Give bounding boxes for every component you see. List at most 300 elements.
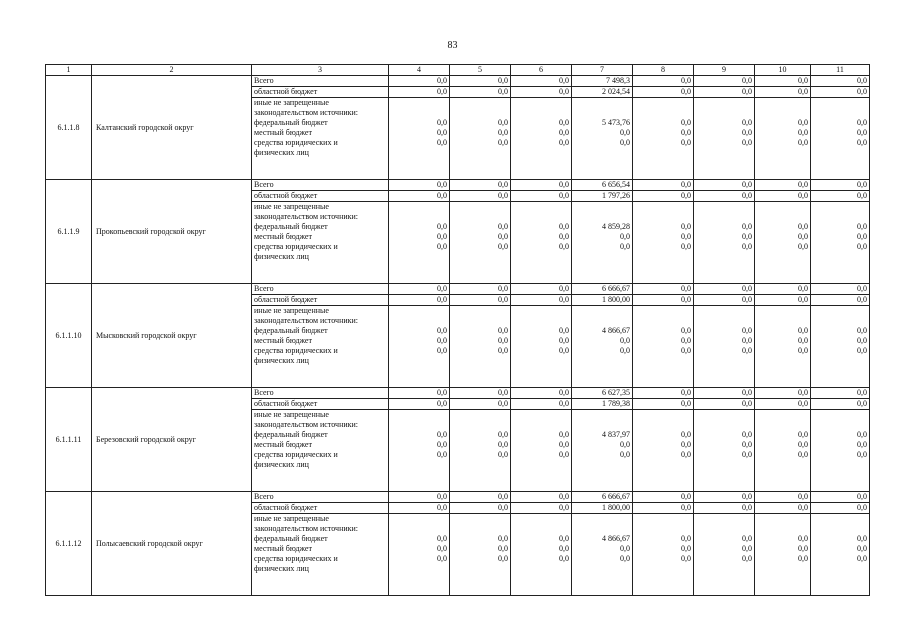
spacer [813,98,867,108]
value-other-sources [694,410,755,492]
value-regional: 0,0 [694,399,755,410]
value-legal: 0,0 [742,346,752,355]
value-local: 0,0 [798,128,808,137]
value-federal: 0,0 [498,534,508,543]
value-legal: 0,0 [620,346,630,355]
category-other-sources [252,306,389,388]
value-legal: 0,0 [498,346,508,355]
value-local: 0,0 [742,440,752,449]
value-regional: 0,0 [811,399,870,410]
label-legal-line: физических лиц [254,564,309,573]
value-federal: 4 866,67 [602,534,630,543]
value-other-sources [755,306,811,388]
value-legal: 0,0 [798,242,808,251]
label-other-line: законодательством источники: [254,420,359,429]
value-total: 0,0 [811,492,870,503]
value-other-sources [811,306,870,388]
spacer [574,306,630,316]
value-regional: 0,0 [389,87,450,98]
value-regional: 0,0 [511,191,572,202]
value-other-sources [755,98,811,180]
value-local: 0,0 [559,336,569,345]
value-federal: 0,0 [798,222,808,231]
label-other-line: законодательством источники: [254,524,359,533]
value-federal: 0,0 [498,430,508,439]
category-other-sources [252,514,389,596]
value-total: 0,0 [450,76,511,87]
spacer [513,420,569,430]
spacer [452,410,508,420]
label-other-line: законодательством источники: [254,316,359,325]
spacer [635,306,691,316]
value-local: 0,0 [437,232,447,241]
value-federal: 0,0 [437,430,447,439]
column-number-cell: 3 [252,65,389,76]
spacer [574,514,630,524]
value-legal: 0,0 [559,346,569,355]
spacer [574,108,630,118]
value-other-sources [694,514,755,596]
value-regional: 0,0 [450,503,511,514]
spacer [757,514,808,524]
value-regional: 0,0 [811,295,870,306]
value-regional: 2 024,54 [572,87,633,98]
value-other-sources [572,98,633,180]
value-local: 0,0 [620,440,630,449]
spacer [513,306,569,316]
value-total: 0,0 [811,180,870,191]
item-code: 6.1.1.11 [46,388,92,492]
value-legal: 0,0 [498,554,508,563]
value-total: 0,0 [755,492,811,503]
spacer [696,316,752,326]
value-federal: 0,0 [437,118,447,127]
label-federal: федеральный бюджет [254,430,328,439]
spacer [813,410,867,420]
value-federal: 0,0 [681,430,691,439]
value-total: 0,0 [755,284,811,295]
spacer [813,316,867,326]
value-total: 0,0 [811,388,870,399]
category-total: Всего [252,492,389,503]
value-other-sources [511,410,572,492]
value-regional: 0,0 [633,295,694,306]
spacer [452,98,508,108]
spacer [452,202,508,212]
value-federal: 0,0 [742,430,752,439]
spacer [513,514,569,524]
value-federal: 0,0 [681,222,691,231]
table-row [46,76,870,87]
value-local: 0,0 [620,544,630,553]
value-other-sources [511,98,572,180]
value-local: 0,0 [681,544,691,553]
value-total: 0,0 [389,284,450,295]
value-legal: 0,0 [742,242,752,251]
value-federal: 4 859,28 [602,222,630,231]
column-number-cell: 1 [46,65,92,76]
value-legal: 0,0 [742,138,752,147]
value-federal: 0,0 [559,326,569,335]
spacer [696,524,752,534]
value-other-sources [511,306,572,388]
value-federal: 0,0 [742,534,752,543]
spacer [452,108,508,118]
value-legal: 0,0 [559,450,569,459]
spacer [813,306,867,316]
label-other-line: иные не запрещенные [254,202,329,211]
spacer [635,108,691,118]
value-regional: 0,0 [511,399,572,410]
value-other-sources [633,306,694,388]
column-number-row [46,65,870,76]
table-row [46,492,870,503]
value-local: 0,0 [620,336,630,345]
value-total: 7 498,3 [572,76,633,87]
spacer [513,98,569,108]
label-legal-line: средства юридических и [254,554,338,563]
value-other-sources [389,98,450,180]
value-legal: 0,0 [559,554,569,563]
value-legal: 0,0 [681,450,691,459]
spacer [696,98,752,108]
value-local: 0,0 [437,544,447,553]
spacer [574,316,630,326]
spacer [813,108,867,118]
value-legal: 0,0 [857,242,867,251]
label-other-line: иные не запрещенные [254,98,329,107]
spacer [635,202,691,212]
value-federal: 0,0 [742,118,752,127]
spacer [635,514,691,524]
value-legal: 0,0 [437,554,447,563]
label-local: местный бюджет [254,336,312,345]
value-regional: 1 800,00 [572,295,633,306]
value-federal: 0,0 [857,534,867,543]
value-total: 6 627,35 [572,388,633,399]
value-legal: 0,0 [742,554,752,563]
column-number-cell: 5 [450,65,511,76]
value-legal: 0,0 [798,450,808,459]
value-legal: 0,0 [798,138,808,147]
value-total: 0,0 [511,388,572,399]
value-regional: 1 797,26 [572,191,633,202]
item-name: Полысаевский городской округ [92,492,252,596]
spacer [574,98,630,108]
table-row [46,284,870,295]
value-total: 0,0 [633,388,694,399]
value-legal: 0,0 [620,450,630,459]
value-federal: 0,0 [798,326,808,335]
value-federal: 0,0 [498,326,508,335]
category-regional: областной бюджет [252,87,389,98]
value-legal: 0,0 [498,138,508,147]
value-other-sources [389,202,450,284]
spacer [452,212,508,222]
value-total: 0,0 [511,76,572,87]
spacer [757,316,808,326]
label-legal-line: физических лиц [254,252,309,261]
label-federal: федеральный бюджет [254,222,328,231]
category-total: Всего [252,388,389,399]
table-body [46,65,870,596]
value-federal: 4 866,67 [602,326,630,335]
value-total: 0,0 [389,388,450,399]
value-legal: 0,0 [798,554,808,563]
value-local: 0,0 [437,440,447,449]
value-local: 0,0 [498,336,508,345]
value-regional: 0,0 [633,87,694,98]
value-regional: 0,0 [694,191,755,202]
value-regional: 0,0 [633,191,694,202]
value-other-sources [755,410,811,492]
spacer [696,108,752,118]
value-other-sources [450,202,511,284]
value-local: 0,0 [742,128,752,137]
value-local: 0,0 [798,544,808,553]
spacer [757,420,808,430]
value-regional: 0,0 [755,503,811,514]
value-local: 0,0 [559,544,569,553]
spacer [635,316,691,326]
value-local: 0,0 [681,440,691,449]
spacer [391,316,447,326]
item-name: Березовский городской округ [92,388,252,492]
value-federal: 0,0 [857,222,867,231]
value-local: 0,0 [681,232,691,241]
value-legal: 0,0 [498,242,508,251]
table-row [46,180,870,191]
value-total: 0,0 [633,492,694,503]
table-row [46,388,870,399]
value-local: 0,0 [681,128,691,137]
value-local: 0,0 [620,232,630,241]
value-local: 0,0 [742,232,752,241]
spacer [757,410,808,420]
spacer [635,524,691,534]
value-local: 0,0 [437,128,447,137]
value-regional: 0,0 [811,503,870,514]
value-local: 0,0 [742,336,752,345]
value-local: 0,0 [498,544,508,553]
value-other-sources [389,514,450,596]
value-federal: 4 837,97 [602,430,630,439]
spacer [391,306,447,316]
value-local: 0,0 [798,336,808,345]
spacer [391,212,447,222]
value-other-sources [572,202,633,284]
spacer [452,524,508,534]
label-local: местный бюджет [254,232,312,241]
value-other-sources [389,410,450,492]
value-local: 0,0 [857,336,867,345]
value-federal: 0,0 [798,430,808,439]
label-other-line: законодательством источники: [254,108,359,117]
value-federal: 0,0 [742,222,752,231]
spacer [757,306,808,316]
spacer [696,514,752,524]
value-federal: 0,0 [857,326,867,335]
column-number-cell: 4 [389,65,450,76]
column-number-cell: 10 [755,65,811,76]
value-regional: 0,0 [450,295,511,306]
label-legal-line: физических лиц [254,148,309,157]
value-total: 0,0 [389,180,450,191]
value-total: 0,0 [694,284,755,295]
value-other-sources [633,98,694,180]
value-total: 0,0 [755,388,811,399]
value-legal: 0,0 [437,450,447,459]
label-legal-line: средства юридических и [254,450,338,459]
label-federal: федеральный бюджет [254,118,328,127]
value-legal: 0,0 [681,554,691,563]
value-regional: 0,0 [694,87,755,98]
spacer [513,410,569,420]
spacer [696,202,752,212]
value-local: 0,0 [681,336,691,345]
value-total: 0,0 [811,284,870,295]
value-total: 0,0 [511,284,572,295]
value-other-sources [755,514,811,596]
value-local: 0,0 [437,336,447,345]
value-regional: 0,0 [389,503,450,514]
value-other-sources [811,410,870,492]
value-legal: 0,0 [437,138,447,147]
label-other-line: законодательством источники: [254,212,359,221]
value-total: 0,0 [511,492,572,503]
spacer [574,202,630,212]
spacer [452,514,508,524]
label-legal-line: физических лиц [254,460,309,469]
value-regional: 0,0 [811,191,870,202]
value-legal: 0,0 [742,450,752,459]
spacer [513,108,569,118]
item-name: Калтанский городской округ [92,76,252,180]
column-number-cell: 7 [572,65,633,76]
value-federal: 0,0 [498,118,508,127]
value-federal: 0,0 [498,222,508,231]
spacer [696,306,752,316]
spacer [391,410,447,420]
spacer [574,420,630,430]
spacer [513,524,569,534]
value-legal: 0,0 [798,346,808,355]
value-total: 0,0 [633,76,694,87]
value-federal: 0,0 [681,326,691,335]
spacer [635,410,691,420]
value-total: 0,0 [389,492,450,503]
category-other-sources [252,410,389,492]
value-federal: 0,0 [437,222,447,231]
value-regional: 0,0 [755,295,811,306]
label-local: местный бюджет [254,440,312,449]
value-regional: 0,0 [450,87,511,98]
label-other-line: иные не запрещенные [254,306,329,315]
value-regional: 0,0 [389,295,450,306]
value-federal: 0,0 [437,534,447,543]
label-other-line: иные не запрещенные [254,410,329,419]
value-legal: 0,0 [437,242,447,251]
item-name: Мысковский городской округ [92,284,252,388]
category-regional: областной бюджет [252,503,389,514]
value-legal: 0,0 [681,138,691,147]
value-other-sources [450,514,511,596]
value-legal: 0,0 [559,138,569,147]
value-regional: 0,0 [755,399,811,410]
item-code: 6.1.1.9 [46,180,92,284]
value-regional: 0,0 [694,503,755,514]
value-other-sources [572,410,633,492]
category-total: Всего [252,76,389,87]
column-number-cell: 2 [92,65,252,76]
value-other-sources [572,514,633,596]
value-federal: 0,0 [559,430,569,439]
value-total: 0,0 [450,388,511,399]
item-code: 6.1.1.10 [46,284,92,388]
value-federal: 0,0 [857,430,867,439]
spacer [813,202,867,212]
value-other-sources [633,410,694,492]
value-other-sources [811,514,870,596]
value-local: 0,0 [798,232,808,241]
spacer [513,202,569,212]
spacer [813,524,867,534]
value-other-sources [450,410,511,492]
value-regional: 0,0 [450,399,511,410]
spacer [813,420,867,430]
spacer [757,212,808,222]
spacer [574,410,630,420]
spacer [696,212,752,222]
label-federal: федеральный бюджет [254,326,328,335]
value-total: 0,0 [511,180,572,191]
value-other-sources [389,306,450,388]
value-legal: 0,0 [681,346,691,355]
value-legal: 0,0 [857,554,867,563]
spacer [391,202,447,212]
spacer [696,420,752,430]
page-number: 83 [447,40,458,51]
value-regional: 0,0 [511,503,572,514]
value-legal: 0,0 [498,450,508,459]
value-regional: 0,0 [811,87,870,98]
value-local: 0,0 [559,440,569,449]
value-regional: 0,0 [633,399,694,410]
value-regional: 0,0 [450,191,511,202]
column-number-cell: 6 [511,65,572,76]
item-name: Прокопьевский городской округ [92,180,252,284]
budget-table [45,64,870,596]
spacer [513,212,569,222]
label-legal-line: средства юридических и [254,242,338,251]
value-legal: 0,0 [857,450,867,459]
category-regional: областной бюджет [252,191,389,202]
spacer [391,98,447,108]
column-number-cell: 11 [811,65,870,76]
value-other-sources [811,98,870,180]
spacer [574,212,630,222]
value-legal: 0,0 [620,554,630,563]
category-total: Всего [252,284,389,295]
label-other-line: иные не запрещенные [254,514,329,523]
value-other-sources [694,202,755,284]
value-total: 0,0 [694,492,755,503]
spacer [452,420,508,430]
value-federal: 0,0 [681,534,691,543]
spacer [574,524,630,534]
spacer [757,202,808,212]
category-other-sources [252,98,389,180]
